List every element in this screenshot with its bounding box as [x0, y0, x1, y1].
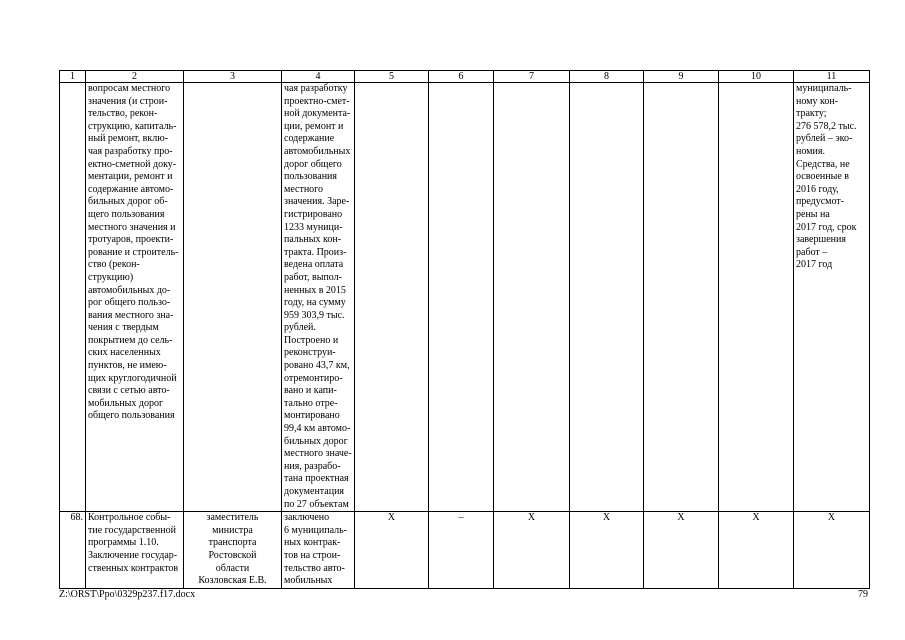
- col10-cell: [719, 83, 794, 512]
- row-number-cell: [60, 83, 86, 512]
- footer-page-number: 79: [858, 589, 868, 600]
- table-header-row: [60, 71, 870, 83]
- col9-cell: X: [644, 512, 719, 589]
- col7-cell: [494, 83, 570, 512]
- responsible-cell: заместитель министра транспорта Ростовской области Козловская Е.В.: [184, 512, 282, 589]
- col5-cell: X: [355, 512, 429, 589]
- col6-cell: –: [429, 512, 494, 589]
- result-cell: чая разработку проектно-смет- ной документа- ции, ремонт и содержание автомобильных дорог общего пользования местного значения. Заре- гистрировано 1233 муници- пальных кон- тракта. Произ- ведена оплата работ, выпол- ненных в 2015 году, на сумму 959 303,9 тыс. рублей. Построено и реконструи- ровано 43,7 км, отремонтиро- вано и капи- тально отре- монтировано 99,4 км автомо- бильных дорог местного значе- ния, разрабо- тана проектная документация по 27 объектам: [282, 83, 355, 512]
- col9-cell: [644, 83, 719, 512]
- header-cell: 10: [719, 71, 794, 83]
- col5-cell: [355, 83, 429, 512]
- header-cell: 1: [60, 71, 86, 83]
- event-name-cell: вопросам местного значения (и строи- тельство, рекон- струкцию, капиталь- ный ремонт, вклю- чая разработку про- ектно-сметной доку- ментации, ремонт и содержание автомо- бильных дорог об- щего пользования местного значения и тротуаров, проекти- рование и строитель- ство (рекон- струкцию) автомобильных до- рог общего пользо- вания местного зна- чения с твердым покрытием до сель- ских населенных пунктов, не имею- щих круглогодичной связи с сетью авто- мобильных дорог общего пользования: [86, 83, 184, 512]
- header-cell: 9: [644, 71, 719, 83]
- col11-cell: X: [794, 512, 870, 589]
- header-cell: 2: [86, 71, 184, 83]
- result-cell: заключено 6 муниципаль- ных контрак- тов на строи- тельство авто- мобильных: [282, 512, 355, 589]
- header-cell: 3: [184, 71, 282, 83]
- report-table: [59, 70, 870, 589]
- col7-cell: X: [494, 512, 570, 589]
- col8-cell: X: [570, 512, 644, 589]
- header-cell: 11: [794, 71, 870, 83]
- header-cell: 6: [429, 71, 494, 83]
- header-cell: 5: [355, 71, 429, 83]
- header-cell: 8: [570, 71, 644, 83]
- col10-cell: X: [719, 512, 794, 589]
- col6-cell: [429, 83, 494, 512]
- header-cell: 7: [494, 71, 570, 83]
- col8-cell: [570, 83, 644, 512]
- table-row-68: [60, 512, 870, 589]
- table-row-continued: [60, 83, 870, 512]
- header-cell: 4: [282, 71, 355, 83]
- row-number-cell: 68.: [60, 512, 86, 589]
- notes-cell: муниципаль- ному кон- тракту; 276 578,2 тыс. рублей – эко- номия. Средства, не освоенные в 2016 году, предусмот- рены на 2017 год, срок завершения работ – 2017 год: [794, 83, 870, 512]
- responsible-cell: [184, 83, 282, 512]
- event-name-cell: Контрольное собы- тие государственной программы 1.10. Заключение государ- ственных контрактов: [86, 512, 184, 589]
- footer-file-path: Z:\ORST\Ppo\0329p237.f17.docx: [59, 589, 196, 600]
